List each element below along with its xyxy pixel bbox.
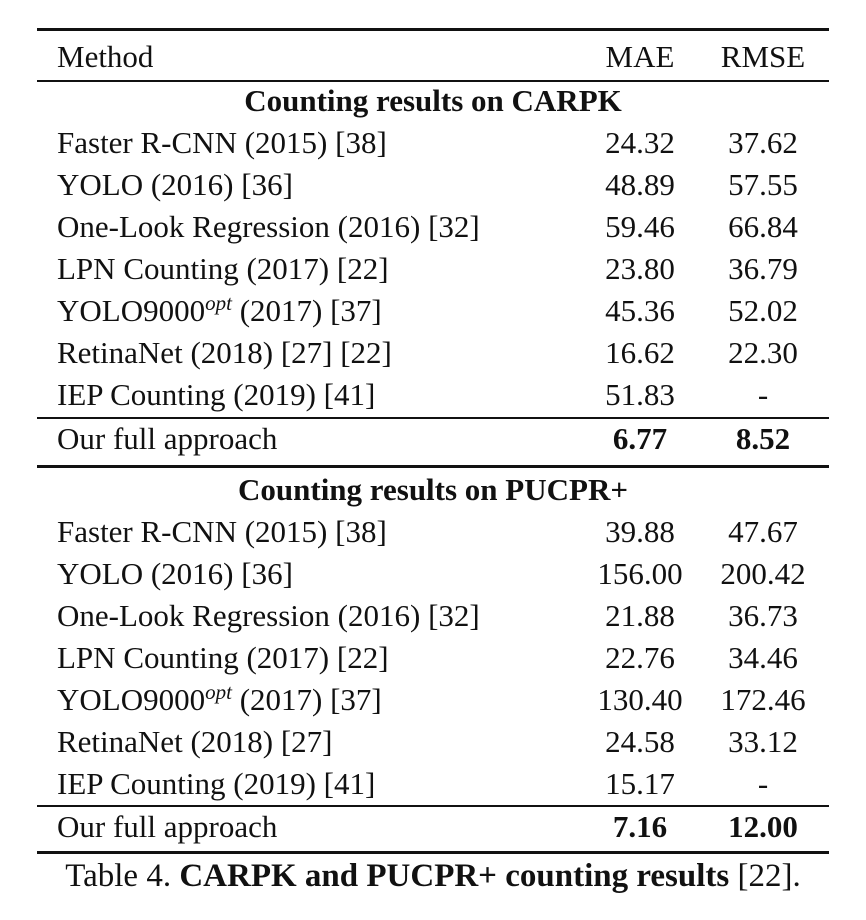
table-row xyxy=(37,122,829,164)
caption-label: Table 4. xyxy=(65,858,180,894)
rmse-cell: 34.46 xyxy=(728,640,798,675)
method-cell: YOLO (2016) [36] xyxy=(57,556,293,591)
mae-cell: 7.16 xyxy=(612,809,668,844)
method-cell: IEP Counting (2019) [41] xyxy=(57,377,376,412)
rmse-cell: 57.55 xyxy=(728,167,798,202)
table-row xyxy=(37,763,829,805)
top-rule xyxy=(37,28,829,31)
method-cell: LPN Counting (2017) [22] xyxy=(57,640,389,675)
mae-cell: 16.62 xyxy=(605,335,675,370)
method-cell: Faster R-CNN (2015) [38] xyxy=(57,125,387,160)
rmse-cell: 33.12 xyxy=(728,724,798,759)
method-cell: RetinaNet (2018) [27] xyxy=(57,724,333,759)
mae-cell: 6.77 xyxy=(612,421,668,456)
table-row xyxy=(37,721,829,763)
rmse-cell: 47.67 xyxy=(728,514,798,549)
method-cell: Our full approach xyxy=(57,421,278,456)
rmse-cell: 8.52 xyxy=(735,421,791,456)
mae-cell: 21.88 xyxy=(605,598,675,633)
mae-cell: 39.88 xyxy=(605,514,675,549)
table-row xyxy=(37,164,829,206)
bottom-rule xyxy=(37,851,829,854)
header-method: Method xyxy=(57,39,154,74)
caption-title: CARPK and PUCPR+ counting results xyxy=(179,858,730,894)
rmse-cell: 37.62 xyxy=(728,125,798,160)
rmse-cell: 36.79 xyxy=(728,251,798,286)
mae-cell: 23.80 xyxy=(605,251,675,286)
header-mae: MAE xyxy=(605,39,675,74)
rmse-cell: 52.02 xyxy=(728,293,798,328)
table-row xyxy=(37,595,829,637)
rmse-cell: 200.42 xyxy=(720,556,806,591)
mae-cell: 51.83 xyxy=(605,377,675,412)
method-cell: $YOLO9000^{opt}$ (2017) [37] xyxy=(57,680,382,717)
table-row xyxy=(37,374,829,416)
rmse-cell: 12.00 xyxy=(728,809,798,844)
table-row xyxy=(37,206,829,248)
method-cell: One-Look Regression (2016) [32] xyxy=(57,209,480,244)
table-caption xyxy=(0,855,866,897)
section-title-carpk: Counting results on CARPK xyxy=(244,83,622,118)
rmse-cell: 66.84 xyxy=(728,209,798,244)
section-title-pucpr: Counting results on PUCPR+ xyxy=(238,472,628,507)
table-row xyxy=(37,511,829,553)
table-row xyxy=(37,679,829,721)
table-row xyxy=(37,248,829,290)
ours-row-pucpr xyxy=(37,806,829,848)
method-cell: $YOLO9000^{opt}$ (2017) [37] xyxy=(57,291,382,328)
table-row xyxy=(37,332,829,374)
mae-cell: 24.58 xyxy=(605,724,675,759)
method-cell: Our full approach xyxy=(57,809,278,844)
method-cell: One-Look Regression (2016) [32] xyxy=(57,598,480,633)
rmse-cell: - xyxy=(757,766,769,801)
rmse-cell: - xyxy=(757,377,769,412)
table-row xyxy=(37,637,829,679)
method-cell: YOLO (2016) [36] xyxy=(57,167,293,202)
rmse-cell: 22.30 xyxy=(728,335,798,370)
ours-row-carpk xyxy=(37,418,829,460)
mae-cell: 15.17 xyxy=(605,766,675,801)
mae-cell: 130.40 xyxy=(597,682,683,717)
mae-cell: 45.36 xyxy=(605,293,675,328)
mae-cell: 22.76 xyxy=(605,640,675,675)
section-rule xyxy=(37,465,829,468)
header-row xyxy=(37,36,829,78)
method-cell: Faster R-CNN (2015) [38] xyxy=(57,514,387,549)
mae-cell: 48.89 xyxy=(605,167,675,202)
mae-cell: 24.32 xyxy=(605,125,675,160)
rmse-cell: 36.73 xyxy=(728,598,798,633)
rmse-cell: 172.46 xyxy=(720,682,806,717)
table-row xyxy=(37,290,829,332)
mae-cell: 59.46 xyxy=(605,209,675,244)
method-cell: LPN Counting (2017) [22] xyxy=(57,251,389,286)
mae-cell: 156.00 xyxy=(597,556,683,591)
header-rmse: RMSE xyxy=(720,39,806,74)
caption-citation: [22]. xyxy=(729,858,801,894)
table-row xyxy=(37,553,829,595)
method-cell: RetinaNet (2018) [27] [22] xyxy=(57,335,392,370)
method-cell: IEP Counting (2019) [41] xyxy=(57,766,376,801)
